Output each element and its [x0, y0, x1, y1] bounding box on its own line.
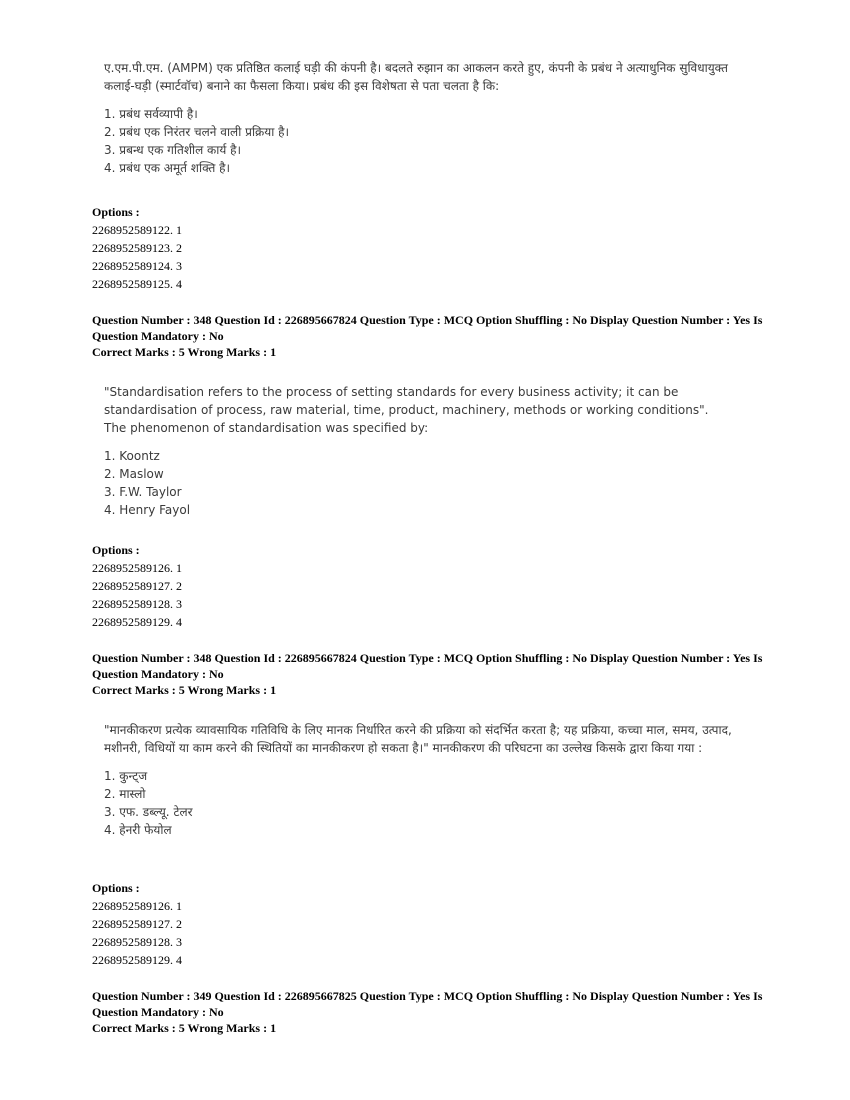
answer-choice: 3. F.W. Taylor [104, 485, 182, 499]
answer-choice: 2. प्रबंध एक निरंतर चलने वाली प्रक्रिया है। [104, 125, 290, 139]
options-label: Options : [92, 881, 140, 895]
question-348-hindi-body [104, 721, 734, 839]
option-id: 2268952589128. 3 [92, 935, 182, 949]
question-348-body [104, 383, 734, 519]
marks-line: Correct Marks : 5 Wrong Marks : 1 [92, 683, 277, 697]
option-id: 2268952589126. 1 [92, 561, 182, 575]
option-id: 2268952589127. 2 [92, 917, 182, 931]
question-text: "मानकीकरण प्रत्येक व्यावसायिक गतिविधि के लिए मानक निर्धारित करने की प्रक्रिया को संदर्भित करता है; यह प्रक्रिया, कच्चा माल, समय, उत्पाद, मशीनरी, विधियों या काम करने की स्थितियों का मानकीकरण हो सकता है।" मानकीकरण की परिघटना का उल्लेख किसके द्वारा किया गया : [104, 723, 732, 755]
option-id: 2268952589123. 2 [92, 241, 182, 255]
option-id: 2268952589126. 1 [92, 899, 182, 913]
option-id: 2268952589127. 2 [92, 579, 182, 593]
question-347-body [104, 59, 744, 177]
question-meta [92, 650, 772, 698]
answer-choice: 1. कुन्ट्ज [104, 769, 148, 783]
option-id: 2268952589129. 4 [92, 953, 182, 967]
question-meta-line: Question Number : 348 Question Id : 226895667824 Question Type : MCQ Option Shuffling : No Display Question Number : Yes Is Question Mandatory : No [92, 313, 763, 343]
option-id: 2268952589124. 3 [92, 259, 182, 273]
answer-choice: 4. Henry Fayol [104, 503, 191, 517]
question-text: ए.एम.पी.एम. (AMPM) एक प्रतिष्ठित कलाई घड़ी की कंपनी है। बदलते रुझान का आकलन करते हुए, कंपनी के प्रबंध ने अत्याधुनिक सुविधायुक्त कलाई-घड़ी (स्मार्टवॉच) बनाने का फैसला किया। प्रबंध की इस विशेषता से पता चलता है कि: [104, 61, 728, 93]
answer-choice: 1. Koontz [104, 449, 160, 463]
question-meta-line: Question Number : 348 Question Id : 226895667824 Question Type : MCQ Option Shuffling : No Display Question Number : Yes Is Question Mandatory : No [92, 651, 763, 681]
question-meta [92, 988, 772, 1036]
option-id: 2268952589122. 1 [92, 223, 182, 237]
answer-choice: 4. प्रबंध एक अमूर्त शक्ति है। [104, 161, 231, 175]
marks-line: Correct Marks : 5 Wrong Marks : 1 [92, 1021, 277, 1035]
option-id: 2268952589129. 4 [92, 615, 182, 629]
options-list [92, 541, 182, 631]
answer-choice: 2. मास्लो [104, 787, 146, 801]
options-label: Options : [92, 205, 140, 219]
question-meta-line: Question Number : 349 Question Id : 226895667825 Question Type : MCQ Option Shuffling : No Display Question Number : Yes Is Question Mandatory : No [92, 989, 763, 1019]
answer-choice: 1. प्रबंध सर्वव्यापी है। [104, 107, 198, 121]
option-id: 2268952589128. 3 [92, 597, 182, 611]
options-list [92, 203, 182, 293]
answer-choice: 2. Maslow [104, 467, 164, 481]
answer-choice: 3. प्रबन्ध एक गतिशील कार्य है। [104, 143, 242, 157]
question-meta [92, 312, 772, 360]
question-text: "Standardisation refers to the process of setting standards for every business activity; it can be standardisation of process, raw material, time, product, machinery, methods or working conditions". The phenomenon of standardisation was specified by: [104, 385, 709, 435]
options-label: Options : [92, 543, 140, 557]
answer-choice: 4. हेनरी फेयोल [104, 823, 172, 837]
option-id: 2268952589125. 4 [92, 277, 182, 291]
marks-line: Correct Marks : 5 Wrong Marks : 1 [92, 345, 277, 359]
options-list [92, 879, 182, 969]
answer-choice: 3. एफ. डब्ल्यू. टेलर [104, 805, 193, 819]
